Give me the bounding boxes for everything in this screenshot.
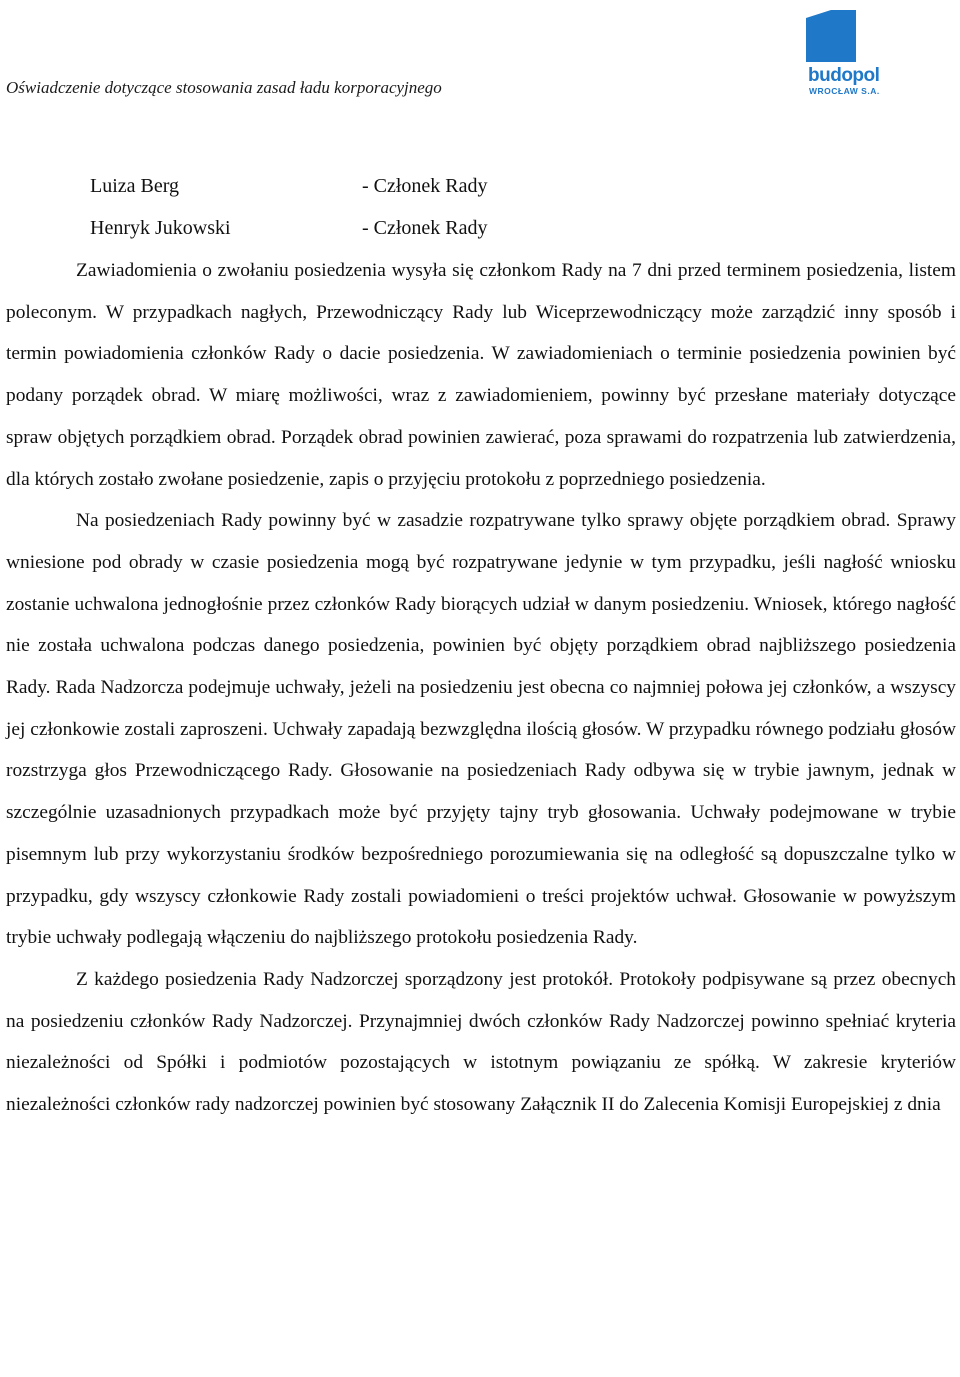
member-row bbox=[90, 172, 488, 214]
logo-mark bbox=[806, 4, 856, 62]
paragraph-notices: Zawiadomienia o zwołaniu posiedzenia wysyła się członkom Rady na 7 dni przed terminem posiedzenia, listem poleconym. W przypadkach nagłych, Przewodniczący Rady lub Wiceprzewodniczący może zarządzić inny sposób i termin powiadomienia członków Rady o dacie posiedzenia. W zawiadomieniach o terminie posiedzenia powinien być podany porządek obrad. W miarę możliwości, wraz z zawiadomieniem, powinny być przesłane materiały dotyczące spraw objętych porządkiem obrad. Porządek obrad powinien zawierać, poza sprawami do rozpatrzenia lub zatwierdzenia, dla których zostało zwołane posiedzenie, zapis o przyjęciu protokołu z poprzedniego posiedzenia. bbox=[6, 260, 956, 490]
logo-subtitle: WROCŁAW S.A. bbox=[809, 86, 880, 96]
member-role: - Członek Rady bbox=[362, 175, 488, 197]
document-header: Oświadczenie dotyczące stosowania zasad ładu korporacyjnego bbox=[6, 78, 442, 97]
member-list bbox=[90, 172, 488, 256]
logo-name: budopol bbox=[808, 65, 880, 86]
member-role: - Członek Rady bbox=[362, 217, 488, 239]
paragraph-minutes: Z każdego posiedzenia Rady Nadzorczej sporządzony jest protokół. Protokoły podpisywane są przez obecnych na posiedzeniu członków Rady Nadzorczej. Przynajmniej dwóch członków Rady Nadzorczej powinno spełniać kryteria niezależności od Spółki i podmiotów pozostających w istotnym powiązaniu ze spółką. W zakresie kryteriów niezależności członków rady nadzorczej powinien być stosowany Załącznik II do Zalecenia Komisji Europejskiej z dnia bbox=[6, 968, 956, 1116]
document-body bbox=[6, 250, 956, 1126]
paragraph-agenda: Na posiedzeniach Rady powinny być w zasadzie rozpatrywane tylko sprawy objęte porządkiem obrad. Sprawy wniesione pod obrady w czasie posiedzenia mogą być rozpatrywane jedynie w tym przypadku, jeśli nagłość wniosku zostanie uchwalona jednogłośnie przez członków Rady biorących udział w danym posiedzeniu. Wniosek, którego nagłość nie została uchwalona podczas danego posiedzenia, powinien być objęty porządkiem obrad najbliższego posiedzenia Rady. Rada Nadzorcza podejmuje uchwały, jeżeli na posiedzeniu jest obecna co najmniej połowa jej członków, a wszyscy jej członkowie zostali zaproszeni. Uchwały zapadają bezwzględna ilością głosów. W przypadku równego podziału głosów rozstrzyga głos Przewodniczącego Rady. Głosowanie na posiedzeniach Rady odbywa się w trybie jawnym, jednak w szczególnie uzasadnionych przypadkach może być przyjęty tajny tryb głosowania. Uchwały podejmowane w trybie pisemnym lub przy wykorzystaniu środków bezpośredniego porozumiewania się na odległość są dopuszczalne tylko w przypadku, gdy wszyscy członkowie Rady zostali powiadomieni o treści projektów uchwał. Głosowanie w powyższym trybie uchwały podlegają włączeniu do najbliższego protokołu posiedzenia Rady. bbox=[6, 510, 956, 949]
member-name: Henryk Jukowski bbox=[90, 217, 231, 239]
logo-block-column bbox=[806, 10, 856, 62]
member-name: Luiza Berg bbox=[90, 175, 180, 197]
